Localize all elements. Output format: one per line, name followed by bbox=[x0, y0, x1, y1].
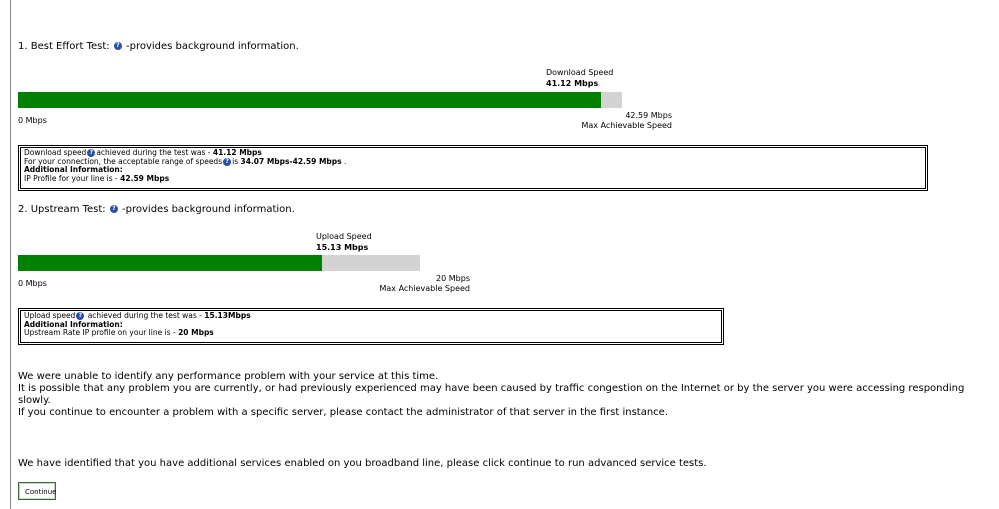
upload-speed-bar bbox=[18, 255, 420, 271]
additional-services-message: We have identified that you have additional services enabled on you broadband line, please click continue to run advanced service tests. bbox=[18, 458, 707, 469]
download-speed-bar-fill bbox=[18, 92, 601, 108]
upload-max-value: 20 Mbps bbox=[436, 274, 470, 283]
additional-info-heading: Additional Information: bbox=[24, 165, 123, 174]
download-info-line4 bbox=[24, 175, 922, 184]
congestion-message: It is possible that any problem you are currently, or had previously experienced may have been caused by traffic congestion on the Internet or by the server you were accessing responding slowly. bbox=[18, 383, 965, 406]
download-max-value: 42.59 Mbps bbox=[625, 111, 672, 120]
download-max-label: Max Achievable Speed bbox=[581, 121, 672, 130]
ip-profile-value: 42.59 Mbps bbox=[120, 173, 170, 183]
upload-info-content bbox=[20, 310, 722, 343]
best-effort-title-suffix: -provides background information. bbox=[122, 41, 299, 52]
help-icon[interactable]: ? bbox=[223, 158, 231, 166]
upstream-title-text: 2. Upstream Test: bbox=[18, 204, 106, 215]
upload-info-line3-text: Upstream Rate IP profile on your line is - bbox=[24, 328, 179, 337]
upstream-title-suffix: -provides background information. bbox=[118, 204, 295, 215]
upload-min-label: 0 Mbps bbox=[18, 279, 47, 288]
upload-max-label: Max Achievable Speed bbox=[379, 284, 470, 293]
help-icon[interactable]: ? bbox=[76, 312, 84, 320]
upload-max-caption bbox=[318, 274, 470, 294]
download-min-label: 0 Mbps bbox=[18, 116, 47, 125]
upload-speed-bar-fill bbox=[18, 255, 322, 271]
download-info-line1-text2: achieved during the test was - bbox=[96, 148, 213, 157]
upload-speed-label: Upload Speed bbox=[316, 232, 372, 241]
help-icon[interactable]: ? bbox=[114, 42, 122, 50]
left-border bbox=[10, 0, 11, 509]
download-info-line2-end: . bbox=[341, 156, 347, 166]
upload-speed-caption bbox=[316, 231, 372, 253]
best-effort-title bbox=[18, 41, 299, 52]
help-icon[interactable]: ? bbox=[87, 149, 95, 157]
download-info-line2-text: For your connection, the acceptable range of speeds bbox=[24, 156, 223, 166]
upload-additional-info-heading: Additional Information: bbox=[24, 319, 123, 329]
download-speed-caption bbox=[546, 67, 613, 89]
upload-info-line1 bbox=[24, 312, 718, 321]
upload-achieved-value: 15.13Mbps bbox=[204, 311, 251, 320]
download-info-line2-text2: is bbox=[232, 156, 241, 166]
upload-info-box bbox=[18, 308, 724, 345]
download-speed-value: 41.12 Mbps bbox=[546, 79, 599, 88]
acceptable-range-value: 34.07 Mbps-42.59 Mbps bbox=[240, 156, 342, 166]
upstream-title bbox=[18, 204, 295, 215]
download-speed-label: Download Speed bbox=[546, 68, 614, 77]
download-info-line2 bbox=[24, 158, 922, 167]
no-problem-message: We were unable to identify any performance problem with your service at this time. bbox=[18, 371, 439, 382]
continue-button[interactable]: Continue bbox=[18, 482, 56, 500]
download-max-caption bbox=[520, 111, 672, 131]
help-icon[interactable]: ? bbox=[110, 205, 118, 213]
download-speed-bar bbox=[18, 92, 622, 108]
download-info-box bbox=[18, 145, 928, 191]
upload-info-line3 bbox=[24, 329, 718, 338]
best-effort-title-text: 1. Best Effort Test: bbox=[18, 41, 110, 52]
download-achieved-value: 41.12 Mbps bbox=[212, 148, 262, 157]
upload-speed-value: 15.13 Mbps bbox=[316, 243, 369, 252]
upstream-profile-value: 20 Mbps bbox=[178, 328, 214, 337]
contact-admin-message: If you continue to encounter a problem with a specific server, please contact the administrator of that server in the first instance. bbox=[18, 407, 668, 418]
upload-info-line1-text: Upload speed bbox=[24, 311, 76, 320]
result-message bbox=[18, 371, 988, 419]
download-info-line1-text: Download speed bbox=[24, 148, 87, 157]
upload-info-line1-text2: achieved during the test was - bbox=[85, 311, 205, 320]
download-info-content bbox=[20, 147, 926, 189]
download-info-line4-text: IP Profile for your line is - bbox=[24, 173, 121, 183]
